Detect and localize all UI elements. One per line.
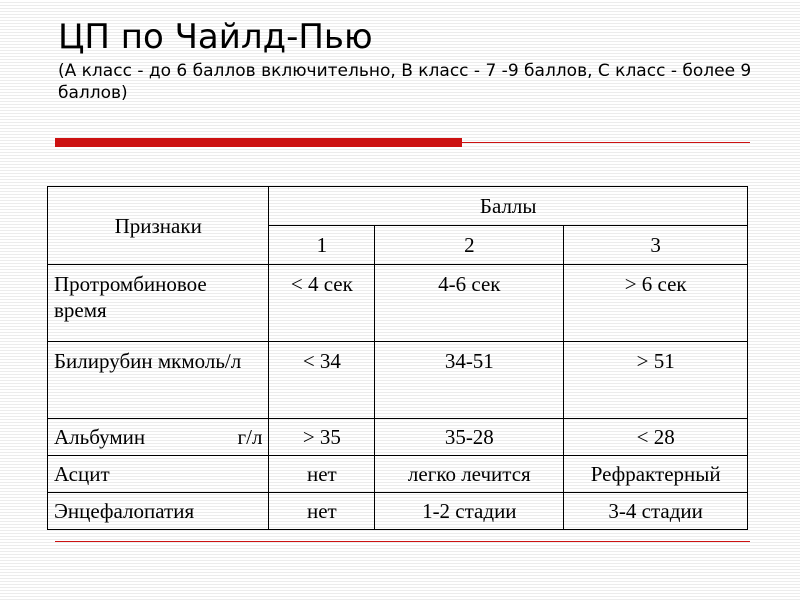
row-sign xyxy=(48,419,269,456)
row-value-3: < 28 xyxy=(564,419,748,456)
row-sign-name: Альбумин xyxy=(54,425,146,449)
title-main: ЦП по Чайлд-Пью xyxy=(58,17,373,57)
row-value-1: < 34 xyxy=(269,342,375,419)
row-value-3: > 6 сек xyxy=(564,265,748,342)
red-accent-bar xyxy=(55,138,462,147)
row-value-1: нет xyxy=(269,493,375,530)
child-pugh-table xyxy=(47,186,748,530)
table-row xyxy=(48,456,748,493)
header-point-1: 1 xyxy=(269,226,375,265)
row-value-3: Рефрактерный xyxy=(564,456,748,493)
bottom-red-line xyxy=(55,541,750,542)
albumin-label xyxy=(54,424,262,450)
red-accent-line xyxy=(462,142,750,143)
table-header-row xyxy=(48,187,748,226)
row-sign: Асцит xyxy=(48,456,269,493)
header-points: Баллы xyxy=(269,187,748,226)
table-row xyxy=(48,419,748,456)
row-value-1: < 4 сек xyxy=(269,265,375,342)
header-signs: Признаки xyxy=(48,187,269,265)
row-value-3: > 51 xyxy=(564,342,748,419)
row-value-2: легко лечится xyxy=(375,456,564,493)
table-row xyxy=(48,493,748,530)
row-value-2: 35-28 xyxy=(375,419,564,456)
table-row xyxy=(48,342,748,419)
table-row xyxy=(48,265,748,342)
slide-title xyxy=(58,14,778,104)
row-value-1: > 35 xyxy=(269,419,375,456)
row-sign: Билирубин мкмоль/л xyxy=(48,342,269,419)
row-sign-unit: г/л xyxy=(237,425,263,449)
header-point-2: 2 xyxy=(375,226,564,265)
row-value-2: 1-2 стадии xyxy=(375,493,564,530)
title-subtitle: (А класс - до 6 баллов включительно, В класс - 7 -9 баллов, С класс - более 9 баллов) xyxy=(58,61,752,103)
row-value-3: 3-4 стадии xyxy=(564,493,748,530)
row-value-2: 34-51 xyxy=(375,342,564,419)
row-value-2: 4-6 сек xyxy=(375,265,564,342)
row-value-1: нет xyxy=(269,456,375,493)
row-sign: Энцефалопатия xyxy=(48,493,269,530)
header-point-3: 3 xyxy=(564,226,748,265)
row-sign: Протромбиновое время xyxy=(48,265,269,342)
